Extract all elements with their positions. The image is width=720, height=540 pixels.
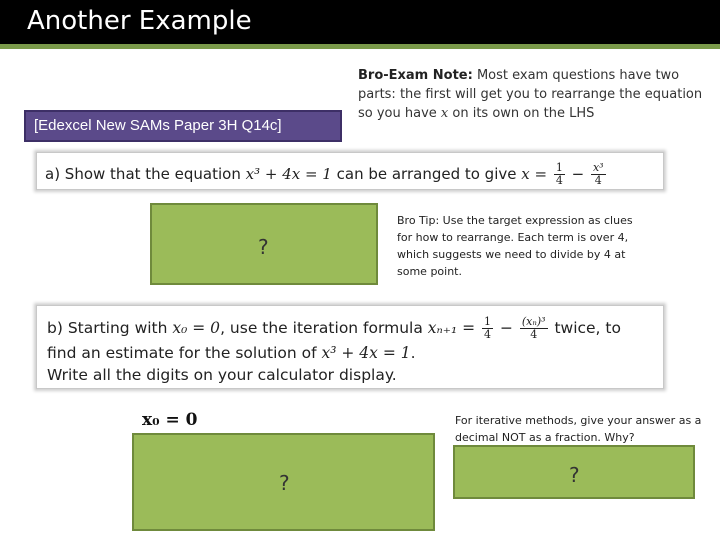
exam-note-text-1: Most exam questions have two parts: the first will get you to rearrange the equation so you have [358,68,703,121]
question-b-fraction-2 [520,316,548,341]
question-b-fraction-1 [482,316,493,341]
exam-note-text-2: on its own on the LHS [448,106,595,121]
answer-b-reveal-box[interactable] [132,433,435,531]
slide-title: Another Example [27,6,252,36]
question-a-box [36,152,664,190]
question-b-line1-prefix: b) Starting with [47,319,173,337]
exam-note-label: Bro-Exam Note: [358,68,473,83]
answer-why-reveal-box[interactable] [453,445,695,499]
answer-b-placeholder: ? [279,471,290,495]
question-b-line2-equation: x³ + 4x = 1 [321,344,411,362]
question-a-middle: can be arranged to give [331,165,522,183]
question-b-line-3: Write all the digits on your calculator display. [47,366,397,384]
fraction-denominator: 4 [484,328,492,341]
question-b-line1-suffix: twice, to [549,319,621,337]
fraction-denominator: 4 [594,174,602,187]
fraction-denominator: 4 [555,174,563,187]
question-b-line2-suffix: . [410,344,416,362]
exam-note-var: x [440,106,449,121]
question-b-line-1 [47,316,621,341]
fraction-numerator: 1 [555,161,563,174]
paper-reference-label: [Edexcel New SAMs Paper 3H Q14c] [24,110,342,142]
bro-tip-b: For iterative methods, give your answer as a decimal NOT as a fraction. Why? [455,414,702,444]
exam-note [358,66,708,123]
answer-a-reveal-box[interactable] [150,203,378,285]
answer-why-placeholder: ? [569,463,580,487]
title-underline [0,44,720,49]
title-bar [0,0,720,44]
question-a-fraction-1 [554,162,565,187]
question-b-x0: x₀ = 0 [172,319,221,337]
minus-sign: − [566,165,589,183]
fraction-numerator: (xₙ)³ [521,315,546,328]
question-a-equation: x³ + 4x = 1 [245,165,332,183]
question-a-text [45,162,608,187]
answer-a-placeholder: ? [258,235,269,259]
fraction-denominator: 4 [530,328,538,341]
question-b-line-2 [47,344,416,362]
fraction-numerator: 1 [484,315,492,328]
question-a-lhs: x = [521,165,552,183]
minus-sign: − [495,319,518,337]
question-b-line2-prefix: find an estimate for the solution of [47,344,322,362]
bro-tip-a: Bro Tip: Use the target expression as clues for how to rearrange. Each term is over 4, which suggests we need to divide by 4 at some point. [397,214,633,278]
question-b-box [36,305,664,389]
question-b-lhs: xₙ₊₁ = [427,319,481,337]
question-b-line1-middle: , use the iteration formula [220,319,428,337]
fraction-numerator: x³ [592,161,604,174]
question-a-fraction-2 [591,162,606,187]
question-a-prefix: a) Show that the equation [45,165,246,183]
x0-start-value: x₀ = 0 [142,410,198,430]
